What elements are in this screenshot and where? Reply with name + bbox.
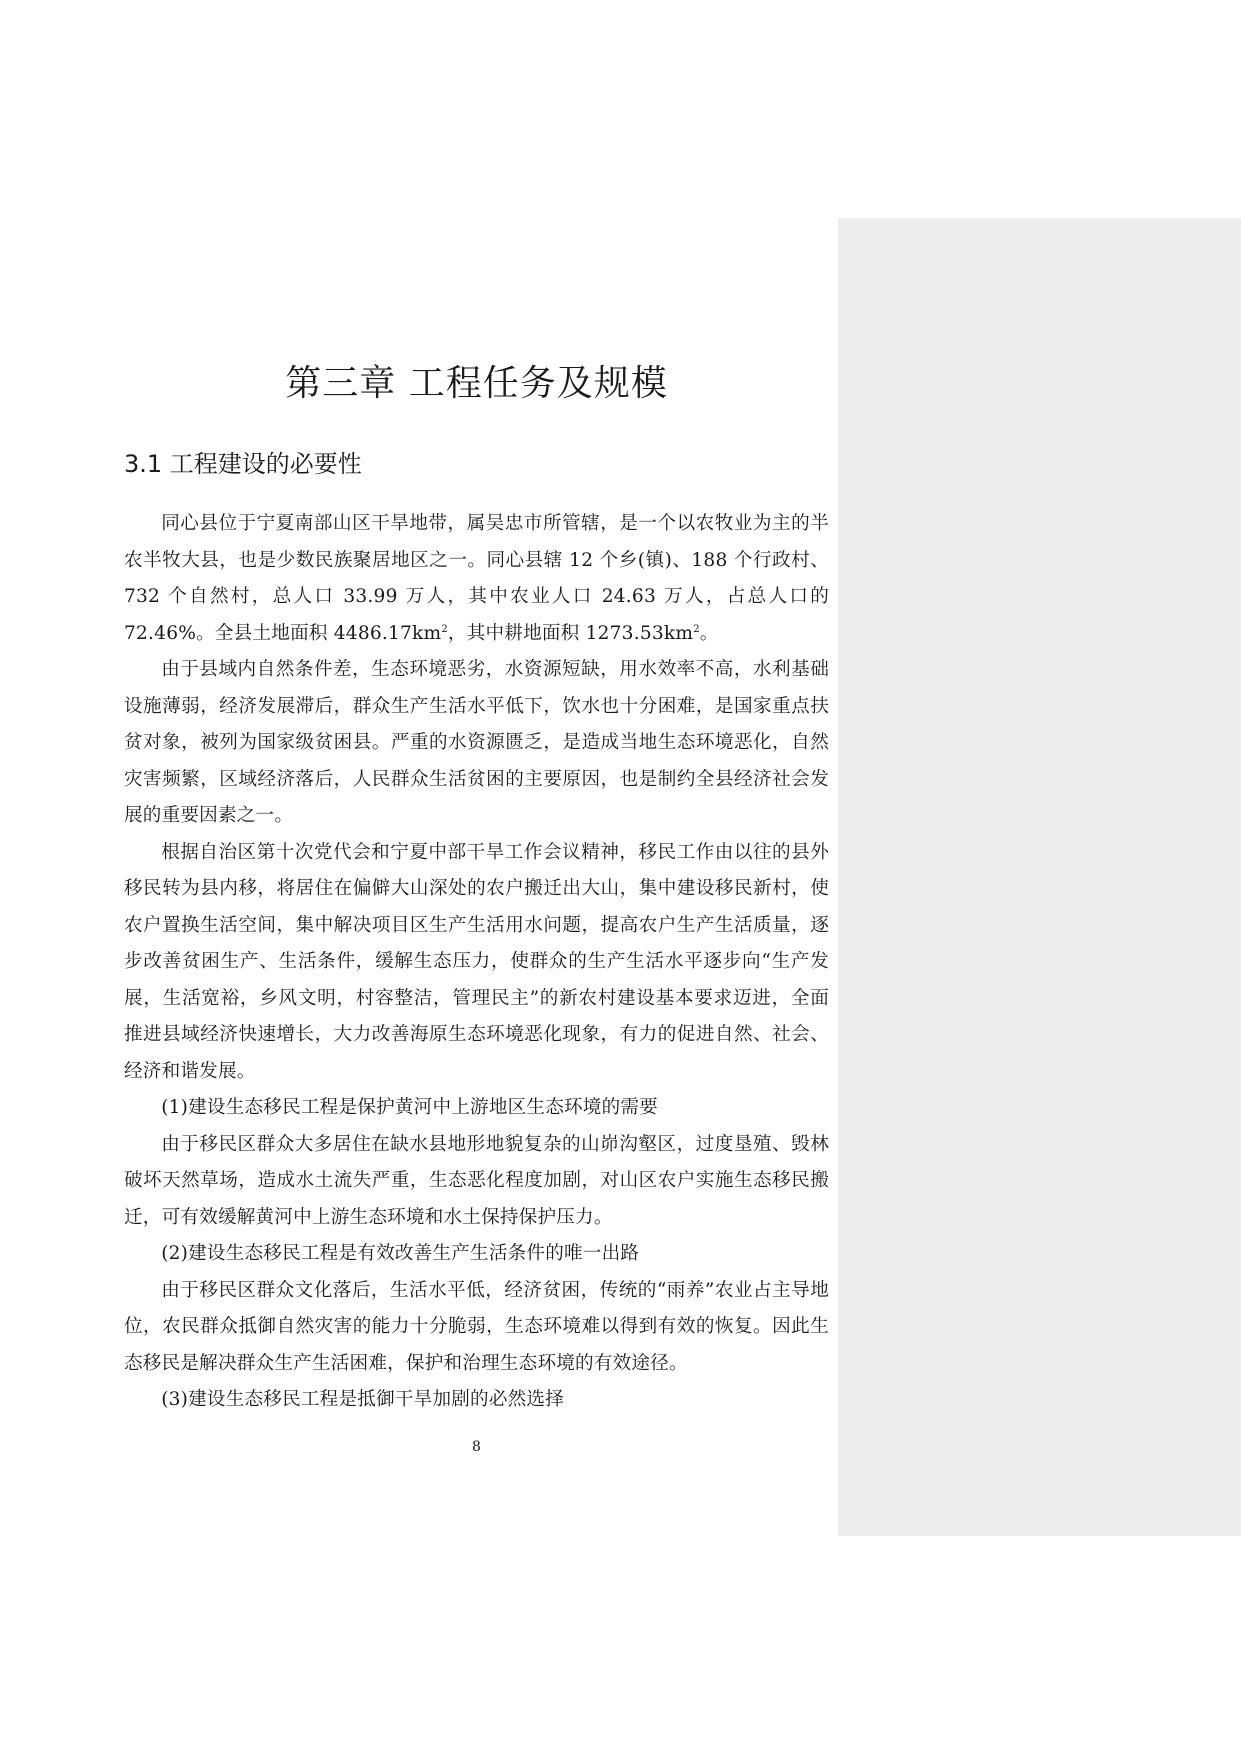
superscript-squared: 2: [693, 623, 700, 635]
body-text: [124, 506, 829, 1419]
paragraph-1-text-b: ，其中耕地面积 1273.53km: [447, 622, 694, 644]
item-3-title: (3)建设生态移民工程是抵御干旱加剧的必然选择: [161, 1389, 565, 1410]
item-1-title: (1)建设生态移民工程是保护黄河中上游地区生态环境的需要: [161, 1097, 658, 1118]
item-2-body: 由于移民区群众文化落后，生活水平低，经济贫困，传统的“雨养”农业占主导地位，农民群众抵御自然灾害的能力十分脆弱，生态环境难以得到有效的恢复。因此生态移民是解决群众生产生活困难，保护和治理生态环境的有效途径。: [124, 1279, 829, 1374]
paragraph-3: 根据自治区第十次党代会和宁夏中部干旱工作会议精神，移民工作由以往的县外移民转为县内移，将居住在偏僻大山深处的农户搬迁出大山，集中建设移民新村，使农户置换生活空间，集中解决项目区生产生活用水问题，提高农户生产生活质量，逐步改善贫困生产、生活条件，缓解生态压力，使群众的生产生活水平逐步向“生产发展，生活宽裕，乡风文明，村容整洁，管理民主”的新农村建设基本要求迈进，全面推进县域经济快速增长，大力改善海原生态环境恶化现象，有力的促进自然、社会、经济和谐发展。: [124, 841, 829, 1082]
superscript-squared: 2: [441, 623, 448, 635]
page-number: 8: [472, 1439, 481, 1455]
item-1-body: 由于移民区群众大多居住在缺水县地形地貌复杂的山峁沟壑区，过度垦殖、毁林破坏天然草场，造成水土流失严重，生态恶化程度加剧，对山区农户实施生态移民搬迁，可有效缓解黄河中上游生态环境和水土保持保护压力。: [124, 1133, 829, 1228]
section-heading: 3.1 工程建设的必要性: [124, 450, 362, 478]
comment-margin-pane: [838, 218, 1241, 1536]
chapter-title: 第三章 工程任务及规模: [285, 363, 668, 404]
paragraph-1-text-a: 同心县位于宁夏南部山区干旱地带，属吴忠市所管辖，是一个以农牧业为主的半农半牧大县，也是少数民族聚居地区之一。同心县辖 12 个乡(镇)、188 个行政村、732 个自然村，总人口 33.99 万人，其中农业人口 24.63 万人，占总人口的 72.46%。全县土地面积 4486.17km: [124, 513, 829, 644]
item-2-title: (2)建设生态移民工程是有效改善生产生活条件的唯一出路: [161, 1243, 640, 1264]
paragraph-1-text-c: 。: [699, 622, 719, 644]
paragraph-2: 由于县域内自然条件差，生态环境恶劣，水资源短缺，用水效率不高，水利基础设施薄弱，经济发展滞后，群众生产生活水平低下，饮水也十分困难，是国家重点扶贫对象，被列为国家级贫困县。严重的水资源匮乏，是造成当地生态环境恶化，自然灾害频繁，区域经济落后，人民群众生活贫困的主要原因，也是制约全县经济社会发展的重要因素之一。: [124, 659, 829, 826]
paragraph-1: [124, 506, 829, 652]
